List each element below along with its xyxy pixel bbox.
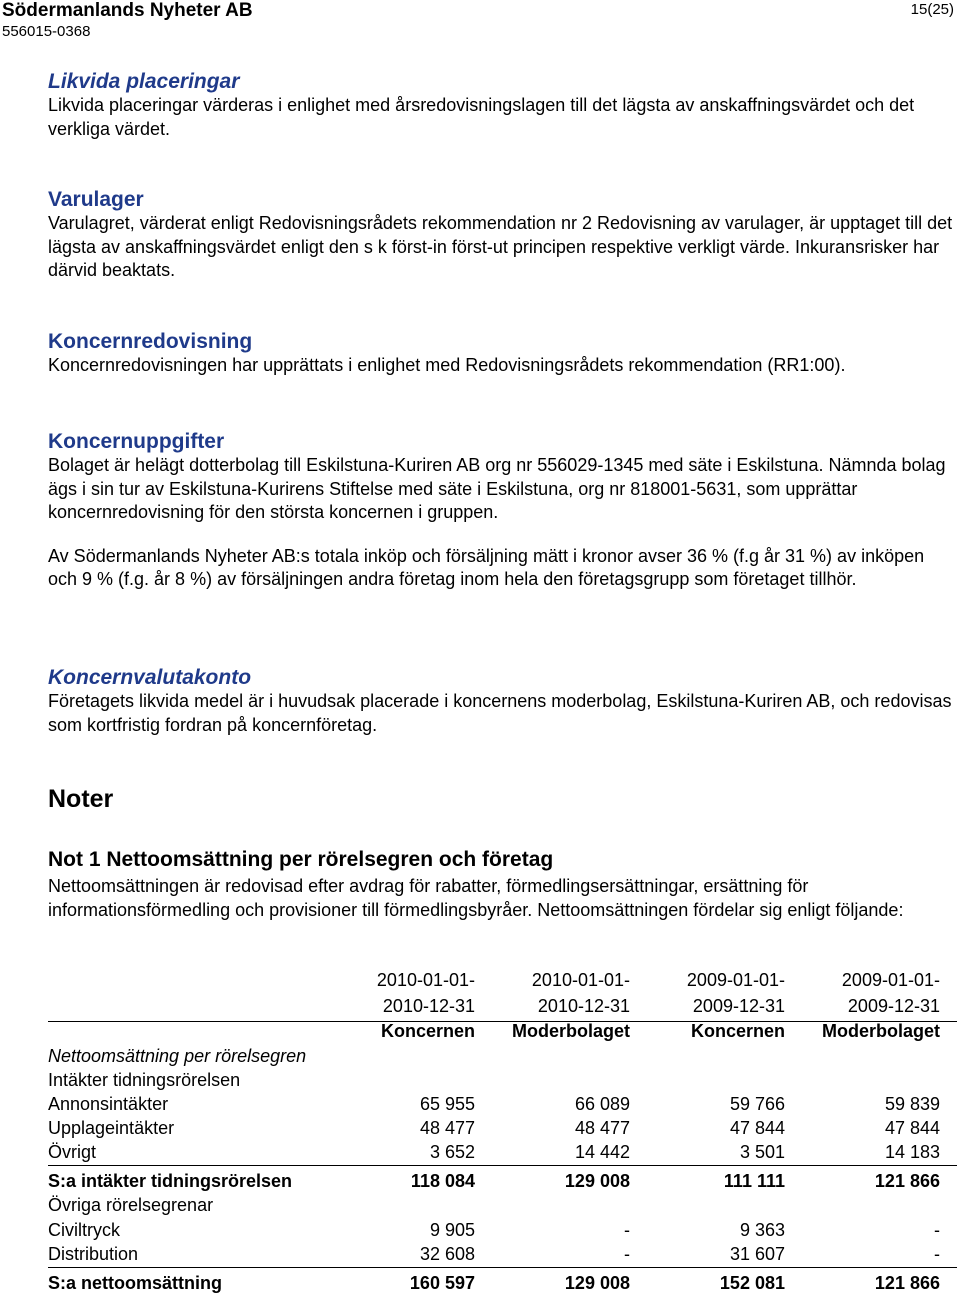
section-title: Varulager	[48, 188, 144, 211]
row-label: Nettoomsättning per rörelsegren	[48, 1046, 307, 1066]
section-koncernvalutakonto	[48, 666, 953, 737]
section-varulager	[48, 188, 953, 283]
section-text: Varulagret, värderat enligt Redovisningsrådets rekommendation nr 2 Redovisning av varulager, är upptaget till det lägsta av anskaffningsvärdet enligt den s k först-in först-ut principen respektive verkligt värde. Inkuransrisker har därvid beaktats.	[48, 213, 953, 280]
org-number: 556015-0368	[2, 23, 91, 40]
table-cell: 59 839	[884, 1094, 940, 1114]
table-cell: -	[624, 1220, 630, 1240]
row-label: Civiltryck	[48, 1220, 120, 1240]
header-cell: 2009-12-31	[692, 996, 785, 1016]
table-row	[48, 1242, 957, 1266]
header-cell: 2009-01-01-	[841, 970, 940, 990]
row-label: Distribution	[48, 1244, 139, 1264]
table-cell: 118 084	[410, 1171, 475, 1191]
notes-heading: Noter	[48, 785, 114, 813]
header-cell: 2010-12-31	[537, 996, 630, 1016]
header-cell: 2009-01-01-	[686, 970, 785, 990]
section-title: Koncernredovisning	[48, 330, 253, 353]
row-label: Övriga rörelsegrenar	[48, 1195, 214, 1215]
table-row	[48, 1092, 957, 1116]
section-likvida	[48, 70, 953, 141]
table-cell: 47 844	[729, 1118, 785, 1138]
table-row	[48, 1068, 957, 1092]
table-row	[48, 1116, 957, 1140]
table-cell: 31 607	[729, 1244, 785, 1264]
table-cell: 47 844	[884, 1118, 940, 1138]
section-text: Koncernredovisningen har upprättats i enlighet med Redovisningsrådets rekommendation (RR1:00).	[48, 355, 846, 375]
table-cell: 160 597	[409, 1273, 475, 1293]
table-cell: 48 477	[419, 1118, 475, 1138]
section-text: Av Södermanlands Nyheter AB:s totala inköp och försäljning mätt i kronor avser 36 % (f.g år 31 %) av inköpen och 9 % (f.g. år 8 %) av försäljningen andra företag inom hela den företagsgrupp som företaget tillhör.	[48, 545, 925, 589]
row-label: S:a intäkter tidningsrörelsen	[48, 1171, 293, 1191]
table-cell: 14 183	[884, 1142, 940, 1162]
header-cell: Moderbolaget	[511, 1021, 630, 1041]
row-label: Övrigt	[48, 1142, 97, 1162]
table-cell: 3 652	[429, 1142, 475, 1162]
section-text: Likvida placeringar värderas i enlighet med årsredovisningslagen till det lägsta av anskaffningsvärdet och det verkliga värdet.	[48, 95, 915, 139]
table-row-subtotal	[48, 1169, 957, 1193]
table-cell: 59 766	[729, 1094, 785, 1114]
table-cell: 65 955	[419, 1094, 475, 1114]
note1-title: Not 1 Nettoomsättning per rörelsegren och företag	[48, 848, 554, 871]
table-rule	[48, 1267, 957, 1268]
table-row-total	[48, 1271, 957, 1295]
section-koncernuppgifter	[48, 430, 953, 592]
section-title: Koncernuppgifter	[48, 430, 225, 453]
table-cell: 129 008	[564, 1171, 630, 1191]
note1-text: Nettoomsättningen är redovisad efter avdrag för rabatter, förmedlingsersättningar, ersättning för informationsförmedling och provisioner till förmedlingsbyråer. Nettoomsättningen fördelar sig enligt följande:	[48, 876, 904, 920]
section-text: Bolaget är helägt dotterbolag till Eskilstuna-Kuriren AB org nr 556029-1345 med säte i Eskilstuna. Nämnda bolag ägs i sin tur av Eskilstuna-Kurirens Stiftelse med säte i Eskilstuna, org nr 818001-5631, som upprättar koncernredovisning för den största koncernen i gruppen.	[48, 455, 946, 522]
row-label: Annonsintäkter	[48, 1094, 169, 1114]
table-cell: 9 363	[739, 1220, 785, 1240]
row-label: Upplageintäkter	[48, 1118, 175, 1138]
table-cell: -	[624, 1244, 630, 1264]
header-cell: Koncernen	[380, 1021, 475, 1041]
table-header-entity	[48, 1019, 957, 1043]
table-cell: 14 442	[574, 1142, 630, 1162]
table-row	[48, 1044, 957, 1068]
header-cell: Moderbolaget	[821, 1021, 940, 1041]
table-header-period-start	[48, 968, 957, 992]
table-cell: 111 111	[723, 1171, 785, 1191]
table-row	[48, 1140, 957, 1164]
page-number: 15(25)	[910, 1, 954, 18]
table-cell: 48 477	[574, 1118, 630, 1138]
table-cell: 66 089	[574, 1094, 630, 1114]
table-cell: 32 608	[419, 1244, 475, 1264]
table-row	[48, 1193, 957, 1217]
table-rule	[48, 1165, 957, 1166]
header-cell: Koncernen	[690, 1021, 785, 1041]
section-text: Företagets likvida medel är i huvudsak placerade i koncernens moderbolag, Eskilstuna-Kuriren AB, och redovisas som kortfristig fordran på koncernföretag.	[48, 691, 952, 735]
table-cell: 3 501	[739, 1142, 785, 1162]
table-cell: 121 866	[874, 1273, 940, 1293]
table-row	[48, 1218, 957, 1242]
row-label: Intäkter tidningsrörelsen	[48, 1070, 241, 1090]
header-cell: 2010-01-01-	[376, 970, 475, 990]
company-name: Södermanlands Nyheter AB	[2, 0, 253, 21]
section-title: Likvida placeringar	[48, 70, 240, 93]
table-cell: -	[934, 1244, 940, 1264]
section-title: Koncernvalutakonto	[48, 666, 252, 689]
table-cell: 152 081	[719, 1273, 785, 1293]
header-cell: 2010-12-31	[382, 996, 475, 1016]
table-cell: -	[934, 1220, 940, 1240]
table-cell: 121 866	[874, 1171, 940, 1191]
table-header-period-end	[48, 994, 957, 1018]
row-label: S:a nettoomsättning	[48, 1273, 222, 1293]
header-cell: 2009-12-31	[847, 996, 940, 1016]
table-cell: 129 008	[564, 1273, 630, 1293]
section-koncernredovisning	[48, 330, 953, 378]
table-cell: 9 905	[429, 1220, 475, 1240]
header-cell: 2010-01-01-	[531, 970, 630, 990]
